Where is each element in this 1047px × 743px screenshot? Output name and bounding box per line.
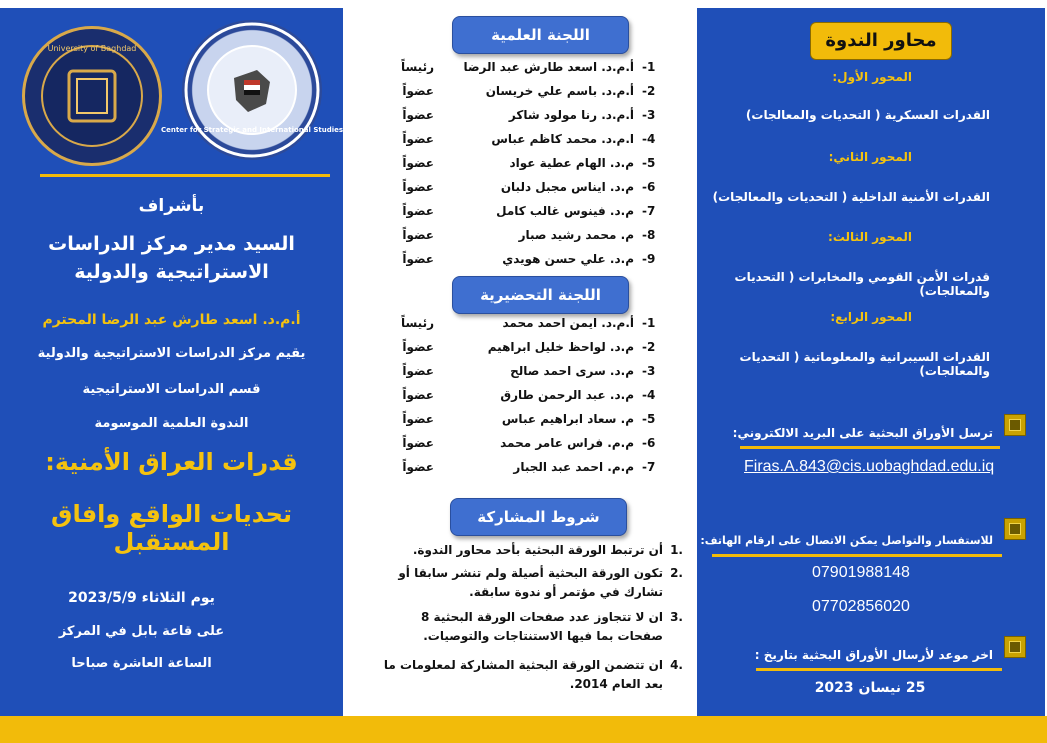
director-name: أ.م.د. اسعد طارش عبد الرضا المحترم — [42, 312, 301, 328]
venue-line: على قاعة بابل في المركز — [58, 624, 225, 639]
member-role: رئيساً — [400, 60, 434, 74]
phone-label: للاستفسار والتواصل يمكن الاتصال على ارقام الهاتف: — [700, 534, 993, 547]
member-name: أ.م.د. باسم علي خريسان — [485, 84, 634, 98]
member-number: -3 — [642, 108, 656, 122]
left-panel — [0, 8, 343, 716]
seminar-intro: الندوة العلمية الموسومة — [94, 416, 249, 431]
committee-member-row — [355, 316, 660, 338]
phone-number-2[interactable]: 07702856020 — [812, 598, 910, 615]
member-name: م.د. الهام عطية عواد — [509, 156, 634, 170]
committee-member-row — [355, 228, 660, 250]
email-label: ترسل الأوراق البحثية على البريد الالكتروني: — [732, 426, 993, 440]
seminar-title-line-1: قدرات العراق الأمنية: — [45, 448, 298, 476]
member-role: عضواً — [402, 156, 434, 170]
member-name: أ.م.د. اسعد طارش عبد الرضا — [463, 60, 634, 74]
condition-text: أن ترتبط الورقة البحثية بأحد محاور الندوة. — [412, 543, 663, 557]
member-role: عضواً — [402, 388, 434, 402]
checkbox-bullet-icon — [1004, 636, 1026, 658]
seminar-title-line-2: تحديات الواقع وافاق المستقبل — [51, 500, 292, 556]
member-number: -6 — [642, 180, 656, 194]
axis-3-title: المحور الثالث: — [828, 230, 912, 244]
department-line: قسم الدراسات الاستراتيجية — [82, 382, 261, 397]
email-link[interactable]: Firas.A.843@cis.uobaghdad.edu.iq — [744, 458, 995, 475]
member-role: عضواً — [402, 436, 434, 450]
condition-item — [380, 608, 683, 646]
member-role: عضواً — [402, 180, 434, 194]
committee-member-row — [355, 364, 660, 386]
member-name: أ.م.د. رنا مولود شاكر — [508, 108, 634, 122]
organizer-line: يقيم مركز الدراسات الاستراتيجية والدولية — [37, 346, 306, 361]
member-number: -4 — [642, 132, 656, 146]
university-emblem-icon — [25, 29, 159, 163]
time-line: الساعة العاشرة صباحا — [71, 656, 212, 671]
cis-logo-label: Center for Strategic and International Studies — [160, 126, 344, 134]
email-underline — [740, 446, 1000, 449]
condition-item — [380, 656, 683, 694]
member-name: م. سعاد ابراهيم عباس — [501, 412, 634, 426]
member-number: -6 — [642, 436, 656, 450]
member-number: -2 — [642, 340, 656, 354]
member-number: -2 — [642, 84, 656, 98]
member-number: -5 — [642, 156, 656, 170]
date-line: يوم الثلاثاء 2023/5/9 — [68, 590, 215, 606]
committee-member-row — [355, 412, 660, 434]
member-role: عضواً — [402, 364, 434, 378]
member-number: -8 — [642, 228, 656, 242]
member-number: -7 — [642, 204, 656, 218]
phone-underline — [712, 554, 1002, 557]
committee-member-row — [355, 340, 660, 362]
committee-member-row — [355, 252, 660, 274]
scientific-committee-heading: اللجنة العلمية — [452, 16, 629, 54]
member-name: ا.م.د. محمد كاظم عباس — [491, 132, 634, 146]
committee-member-row — [355, 60, 660, 82]
preparatory-committee-heading: اللجنة التحضيرية — [452, 276, 629, 314]
axis-1-text: القدرات العسكرية ( التحديات والمعالجات) — [745, 108, 990, 122]
member-role: عضواً — [402, 228, 434, 242]
committee-member-row — [355, 460, 660, 482]
deadline-date: 25 نيسان 2023 — [814, 680, 926, 696]
member-number: -7 — [642, 460, 656, 474]
member-name: أ.م.د. ايمن احمد محمد — [502, 316, 634, 330]
member-number: -1 — [642, 316, 656, 330]
condition-item — [380, 541, 683, 560]
deadline-label: اخر موعد لأرسال الأوراق البحثية بتاريخ : — [754, 648, 993, 662]
axis-1-title: المحور الأول: — [832, 70, 912, 84]
footer-stripe — [0, 716, 1047, 743]
member-name: م.د. لواحظ خليل ابراهيم — [487, 340, 634, 354]
condition-number: 3. — [670, 610, 683, 624]
committee-member-row — [355, 156, 660, 178]
member-number: -1 — [642, 60, 656, 74]
member-number: -5 — [642, 412, 656, 426]
condition-item — [380, 564, 683, 602]
cis-logo — [160, 20, 344, 160]
conditions-heading: شروط المشاركة — [450, 498, 627, 536]
university-logo-label: University of Baghdad — [47, 44, 137, 53]
director-title: السيد مدير مركز الدراسات الاستراتيجية والدولية — [48, 233, 295, 283]
member-number: -3 — [642, 364, 656, 378]
member-name: م.م. احمد عبد الجبار — [513, 460, 634, 474]
condition-text: ان تتضمن الورقة البحثية المشاركة لمعلومات ما بعد العام 2014. — [383, 658, 663, 691]
member-name: م.د. علي حسن هويدي — [502, 252, 634, 266]
member-role: عضواً — [402, 84, 434, 98]
condition-text: ان لا تتجاوز عدد صفحات الورقة البحثية 8 صفحات بما فيها الاستنتاجات والتوصيات. — [421, 610, 663, 643]
checkbox-bullet-icon — [1004, 414, 1026, 436]
cis-emblem-icon — [160, 20, 344, 160]
member-role: رئيساً — [400, 316, 434, 330]
committee-member-row — [355, 388, 660, 410]
member-number: -4 — [642, 388, 656, 402]
condition-text: تكون الورقة البحثية أصيلة ولم تنشر سابقا أو تشارك في مؤتمر أو ندوة سابقة. — [398, 566, 663, 599]
member-name: م.د. عبد الرحمن طارق — [500, 388, 634, 402]
axis-4-title: المحور الرابع: — [830, 310, 912, 324]
committee-member-row — [355, 132, 660, 154]
axis-3-text: قدرات الأمن القومي والمخابرات ( التحديات والمعالجات) — [734, 270, 990, 298]
university-logo — [22, 26, 162, 166]
member-role: عضواً — [402, 108, 434, 122]
condition-number: 2. — [670, 566, 683, 580]
committee-member-row — [355, 204, 660, 226]
axis-2-title: المحور الثاني: — [828, 150, 912, 164]
axis-4-text: القدرات السيبرانية والمعلوماتية ( التحديات والمعالجات) — [739, 350, 990, 378]
condition-number: 4. — [670, 658, 683, 672]
member-name: م.د. فينوس غالب كامل — [496, 204, 634, 218]
left-divider — [40, 174, 330, 177]
condition-number: 1. — [670, 543, 683, 557]
member-role: عضواً — [402, 340, 434, 354]
committee-member-row — [355, 436, 660, 458]
deadline-underline — [756, 668, 1002, 671]
patronage-label: بأشراف — [138, 196, 205, 216]
axes-heading: محاور الندوة — [810, 22, 952, 60]
member-role: عضواً — [402, 132, 434, 146]
phone-number-1[interactable]: 07901988148 — [812, 564, 910, 581]
member-number: -9 — [642, 252, 656, 266]
member-name: م.د. سرى احمد صالح — [510, 364, 634, 378]
member-role: عضواً — [402, 460, 434, 474]
member-role: عضواً — [402, 252, 434, 266]
member-role: عضواً — [402, 412, 434, 426]
member-name: م. محمد رشيد صبار — [518, 228, 634, 242]
member-name: م.د. ايناس مجبل دلبان — [500, 180, 634, 194]
member-name: م.م. فراس عامر محمد — [500, 436, 634, 450]
committee-member-row — [355, 180, 660, 202]
committee-member-row — [355, 84, 660, 106]
axis-2-text: القدرات الأمنية الداخلية ( التحديات والمعالجات) — [712, 190, 990, 204]
member-role: عضواً — [402, 204, 434, 218]
committee-member-row — [355, 108, 660, 130]
checkbox-bullet-icon — [1004, 518, 1026, 540]
